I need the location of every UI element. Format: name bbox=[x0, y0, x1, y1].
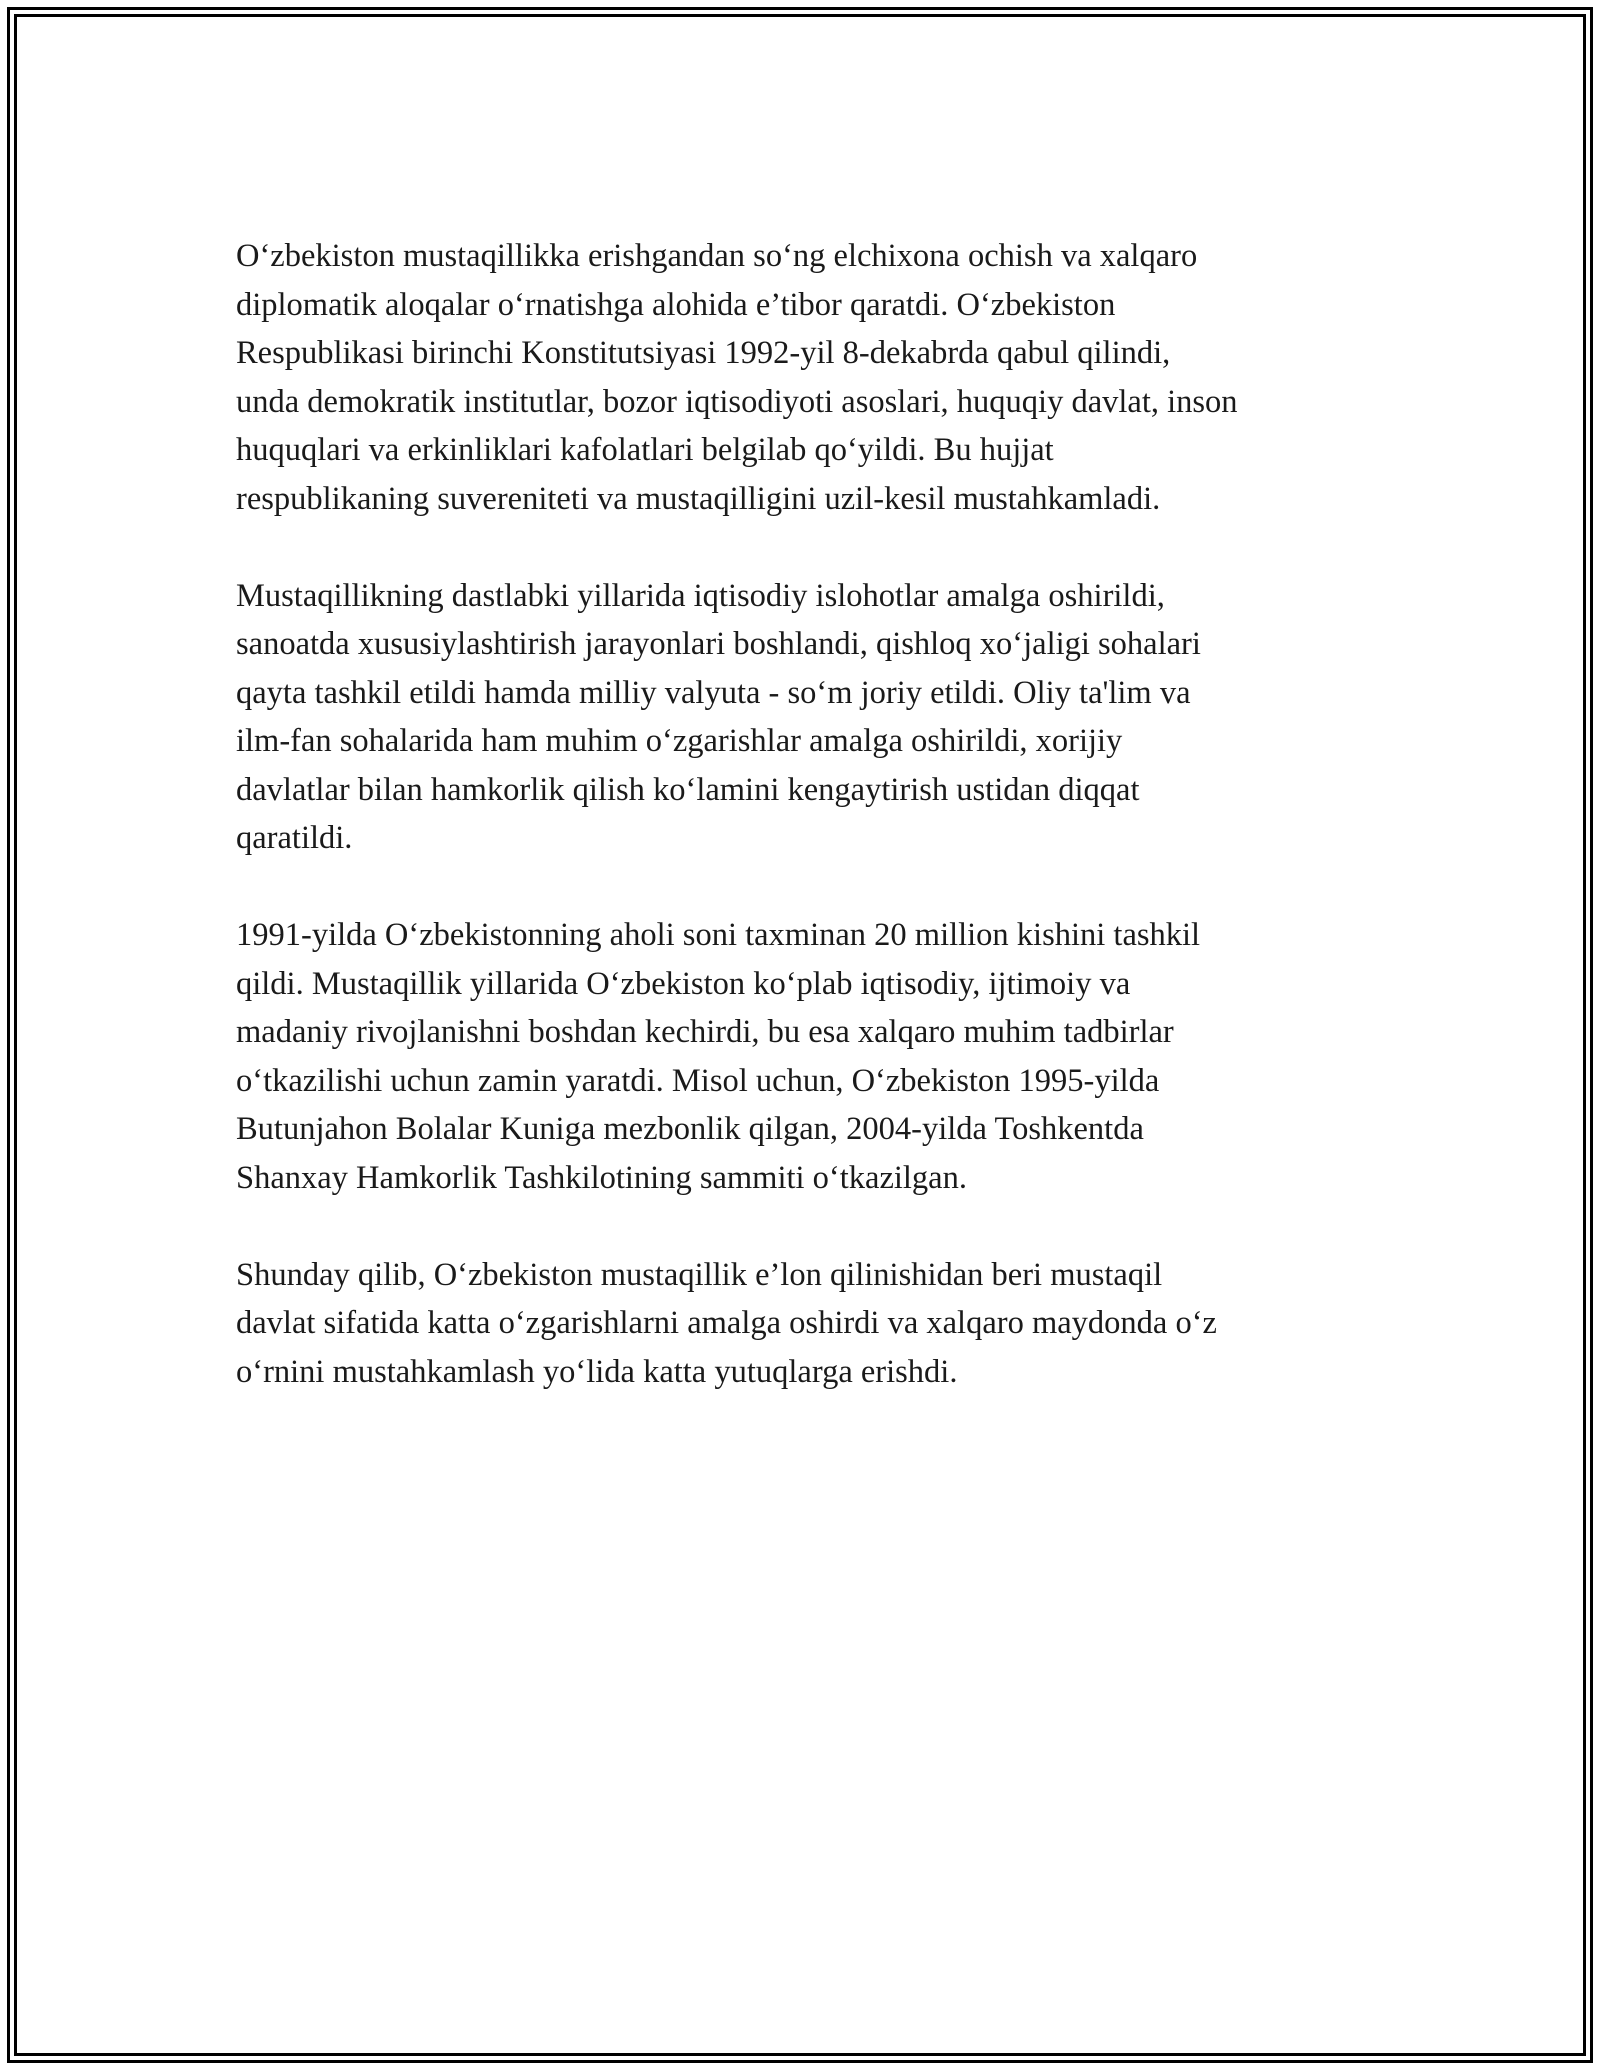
text-line: Respublikasi birinchi Konstitutsiyasi 1992-yil 8-dekabrda qabul qilindi, bbox=[236, 335, 1171, 371]
text-line: 1991-yilda O‘zbekistonning aholi soni taxminan 20 million kishini tashkil bbox=[236, 917, 1201, 953]
paragraph-population-events bbox=[236, 911, 1386, 1202]
text-line: diplomatik aloqalar o‘rnatishga alohida e’tibor qaratdi. O‘zbekiston bbox=[236, 286, 1116, 323]
document-body bbox=[236, 232, 1386, 1445]
text-line: davlat sifatida katta o‘zgarishlarni amalga oshirdi va xalqaro maydonda o‘z bbox=[236, 1305, 1217, 1341]
text-line: Shanxay Hamkorlik Tashkilotining sammiti o‘tkazilgan. bbox=[236, 1159, 967, 1196]
text-line: huquqlari va erkinliklari kafolatlari belgilab qo‘yildi. Bu hujjat bbox=[236, 432, 1054, 468]
text-line: madaniy rivojlanishni boshdan kechirdi, bu esa xalqaro muhim tadbirlar bbox=[236, 1014, 1174, 1050]
paragraph-independence-diplomacy bbox=[236, 232, 1386, 523]
text-line: O‘zbekiston mustaqillikka erishgandan so‘ng elchixona ochish va xalqaro bbox=[236, 238, 1198, 274]
text-line: qaratildi. bbox=[236, 820, 353, 856]
text-line: Butunjahon Bolalar Kuniga mezbonlik qilgan, 2004-yilda Toshkentda bbox=[236, 1111, 1144, 1147]
text-line: ilm-fan sohalarida ham muhim o‘zgarishlar amalga oshirildi, xorijiy bbox=[236, 723, 1123, 759]
text-line: davlatlar bilan hamkorlik qilish ko‘lamini kengaytirish ustidan diqqat bbox=[236, 771, 1140, 808]
paragraph-economic-reforms bbox=[236, 572, 1386, 863]
text-line: qayta tashkil etildi hamda milliy valyuta - so‘m joriy etildi. Oliy ta'lim va bbox=[236, 674, 1191, 711]
paragraph-conclusion bbox=[236, 1251, 1386, 1397]
text-line: qildi. Mustaqillik yillarida O‘zbekiston ko‘plab iqtisodiy, ijtimoiy va bbox=[236, 965, 1131, 1002]
text-line: Mustaqillikning dastlabki yillarida iqtisodiy islohotlar amalga oshirildi, bbox=[236, 577, 1165, 614]
text-line: respublikaning suvereniteti va mustaqilligini uzil-kesil mustahkamladi. bbox=[236, 480, 1161, 517]
text-line: o‘tkazilishi uchun zamin yaratdi. Misol uchun, O‘zbekiston 1995-yilda bbox=[236, 1062, 1160, 1099]
text-line: sanoatda xususiylashtirish jarayonlari boshlandi, qishloq xo‘jaligi sohalari bbox=[236, 626, 1201, 662]
text-line: Shunday qilib, O‘zbekiston mustaqillik e’lon qilinishidan beri mustaqil bbox=[236, 1256, 1163, 1293]
text-line: o‘rnini mustahkamlash yo‘lida katta yutuqlarga erishdi. bbox=[236, 1353, 958, 1390]
text-line: unda demokratik institutlar, bozor iqtisodiyoti asoslari, huquqiy davlat, inson bbox=[236, 383, 1238, 420]
